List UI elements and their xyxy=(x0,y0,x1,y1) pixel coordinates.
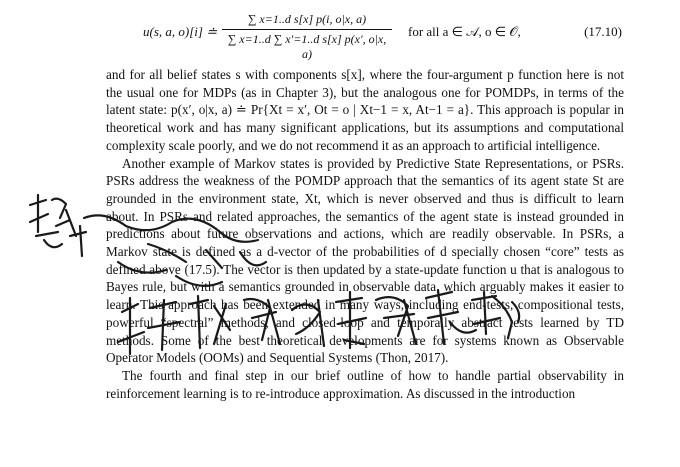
equation-17-10 xyxy=(0,10,680,60)
equation-lhs: u(s, a, o)[i] ≐ xyxy=(143,24,218,39)
equation-number: (17.10) xyxy=(584,24,622,39)
equation-numerator: ∑ x=1..d s[x] p(i, o|x, a) xyxy=(222,12,392,30)
equation-condition: for all a ∈ 𝒜, o ∈ 𝒪, xyxy=(408,24,521,39)
paragraph-approximation: The fourth and final step in our brief outline of how to handle partial observability in reinforcement learning is to re-introduce approximation. As discussed in the introduction xyxy=(106,367,624,401)
body-text xyxy=(106,66,624,402)
equation-fraction xyxy=(222,12,392,62)
equation-denominator: ∑ x=1..d ∑ x′=1..d s[x] p(x′, o|x, a) xyxy=(227,32,387,61)
paragraph-psrs: Another example of Markov states is provided by Predictive State Representations, or PSRs. PSRs address the weakness of the POMDP approach that the semantics of its agent state St are grounded in the environment state, Xt, which is never observed and thus is difficult to learn about. In PSRs and related approaches, the semantics of the agent state is instead grounded in predictions about future observations and actions, which are readily observable. In PSRs, a Markov state is defined as a d-vector of the probabilities of d specially chosen “core” tests as defined above (17.5). The vector is then updated by a state-update function u that is analogous to Bayes rule, but with a semantics grounded in observable data, which arguably makes it easier to learn. This approach has been extended in many ways, including end-tests, compositional tests, powerful “spectral” methods, and closed-loop and temporally abstract tests learned by TD methods. Some of the best theoretical developments are for systems known as Observable Operator Models (OOMs) and Sequential Systems (Thon, 2017). xyxy=(106,155,624,366)
paragraph-belief-states: and for all belief states s with components s[x], where the four-argument p function here is not the usual one for MDPs (as in Chapter 3), but the analogous one for POMDPs, in terms of the latent state: p(x′, o|x, a) ≐ Pr{Xt = x′, Ot = o | Xt−1 = x, At−1 = a}. This approach is popular in theoretical work and has many significant applications, but its assumptions and computational complexity scale poorly, and we do not recommend it as an approach to artificial intelligence. xyxy=(106,67,624,153)
